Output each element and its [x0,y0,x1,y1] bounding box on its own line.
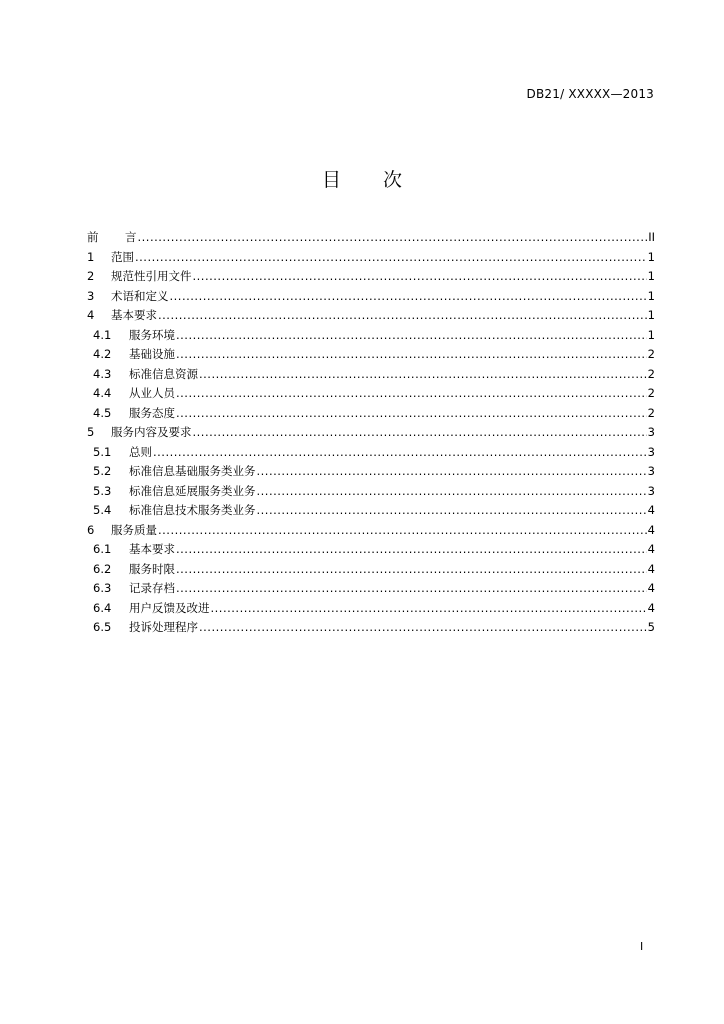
toc-entry[interactable] [87,326,655,346]
toc-entry[interactable] [87,501,655,521]
toc-dot-leader [257,482,647,502]
toc-entry-page: 3 [647,444,655,459]
toc-entry-number: 5.4 [93,503,112,517]
toc-entry-page: 1 [647,288,655,303]
toc-title [0,165,724,192]
toc-entry-label: 服务质量 [111,522,157,537]
toc-entry-page: 4 [647,581,655,595]
toc-entry-label: 标准信息基础服务类业务 [129,464,256,478]
toc-entry[interactable] [87,384,655,404]
toc-entry-label: 标准信息资源 [129,366,198,381]
toc-entry-label: 规范性引用文件 [111,269,192,283]
document-code: DB21/ XXXXX—2013 [526,87,654,101]
toc-entry-label: 投诉处理程序 [129,620,198,634]
toc-entry-number: 6.1 [93,542,112,556]
toc-entry[interactable] [87,579,655,599]
toc-dot-leader [176,345,647,365]
toc-entry[interactable] [87,228,655,248]
toc-entry-page: 2 [647,347,655,361]
toc-dot-leader [135,248,647,268]
toc-entry[interactable] [87,267,655,287]
toc-dot-leader [176,579,647,599]
toc-entry-page: 5 [647,620,655,634]
toc-dot-leader [170,287,647,307]
toc-entry-page: 1 [647,327,655,342]
toc-entry-number: 5.2 [93,464,112,478]
toc-entry[interactable] [87,248,655,268]
toc-dot-leader [257,501,647,521]
toc-entry[interactable] [87,404,655,424]
toc-entry-label: 服务环境 [129,327,175,342]
toc-entry-number: 5.3 [93,483,112,498]
toc-dot-leader [199,618,647,638]
toc-entry-label: 基本要求 [129,542,175,556]
toc-entry-label: 用户反馈及改进 [129,600,210,615]
toc-dot-leader [176,326,647,346]
toc-dot-leader [257,462,647,482]
toc-entry-label: 服务内容及要求 [111,425,192,439]
toc-entry-page: 1 [647,269,655,283]
toc-entry-page: 4 [647,600,655,615]
toc-entry-label: 记录存档 [129,581,175,595]
toc-entry[interactable] [87,345,655,365]
toc-entry-number: 6.2 [93,561,112,576]
toc-entry[interactable] [87,540,655,560]
toc-title-part1: 目 [321,169,341,191]
toc-dot-leader [153,443,647,463]
toc-entry-number: 4.1 [93,327,112,342]
toc-entry-label: 标准信息延展服务类业务 [129,483,256,498]
toc-entry-number: 5.1 [93,444,112,459]
toc-entry-label: 术语和定义 [111,288,169,303]
toc-dot-leader [176,540,647,560]
toc-entry-page: 2 [647,405,655,420]
toc-dot-leader [199,365,647,385]
toc-entry-page: 4 [647,542,655,556]
toc-entry-label: 范围 [111,249,134,264]
toc-entry-page: 3 [647,464,655,478]
toc-entry-label: 基本要求 [111,308,157,322]
toc-entry[interactable] [87,443,655,463]
toc-entry[interactable] [87,423,655,443]
toc-entry[interactable] [87,462,655,482]
toc-entry-page: 1 [647,249,655,264]
footer-page-number: I [640,940,644,953]
toc-entry-page: 1 [647,308,655,322]
toc-entry-label: 服务时限 [129,561,175,576]
toc-entry-number: 3 [87,288,95,303]
toc-entry[interactable] [87,560,655,580]
toc-entry[interactable] [87,287,655,307]
toc-dot-leader [158,521,647,541]
toc-dot-leader [138,228,648,248]
toc-dot-leader [176,560,647,580]
toc-entry[interactable] [87,365,655,385]
toc-entry-number: 6 [87,522,95,537]
toc-entry-number: 1 [87,249,95,264]
toc-entry-number: 前 [87,230,99,244]
toc-dot-leader [176,404,647,424]
toc-title-part2: 次 [383,169,403,191]
toc-entry-number: 5 [87,425,95,439]
toc-dot-leader [176,384,647,404]
toc-entry-page: 4 [647,561,655,576]
toc-dot-leader [193,423,647,443]
toc-entry-page: 4 [647,503,655,517]
toc-entry-number: 4 [87,308,95,322]
toc-entry[interactable] [87,306,655,326]
toc-entry-label: 从业人员 [129,386,175,400]
toc-entry-label: 服务态度 [129,405,175,420]
toc-entry-page: 3 [647,483,655,498]
toc-entry-number: 6.3 [93,581,112,595]
toc-dot-leader [193,267,647,287]
toc-entry-number: 6.4 [93,600,112,615]
toc-entry-number: 6.5 [93,620,112,634]
table-of-contents [87,228,655,638]
toc-entry-number: 4.3 [93,366,112,381]
toc-entry-page: 4 [647,522,655,537]
toc-entry-number: 2 [87,269,95,283]
toc-entry-page: 2 [647,366,655,381]
toc-dot-leader [211,599,647,619]
toc-entry-number: 4.5 [93,405,112,420]
toc-dot-leader [158,306,647,326]
toc-entry[interactable] [87,482,655,502]
toc-entry-label: 标准信息技术服务类业务 [129,503,256,517]
toc-entry[interactable] [87,599,655,619]
toc-entry-label: 基础设施 [129,347,175,361]
toc-entry-page: 2 [647,386,655,400]
toc-entry-page: II [648,230,655,244]
toc-entry[interactable] [87,618,655,638]
toc-entry-label: 总则 [129,444,152,459]
toc-entry-label: 言 [125,230,137,244]
toc-entry[interactable] [87,521,655,541]
toc-entry-page: 3 [647,425,655,439]
toc-entry-number: 4.2 [93,347,112,361]
toc-entry-number: 4.4 [93,386,112,400]
